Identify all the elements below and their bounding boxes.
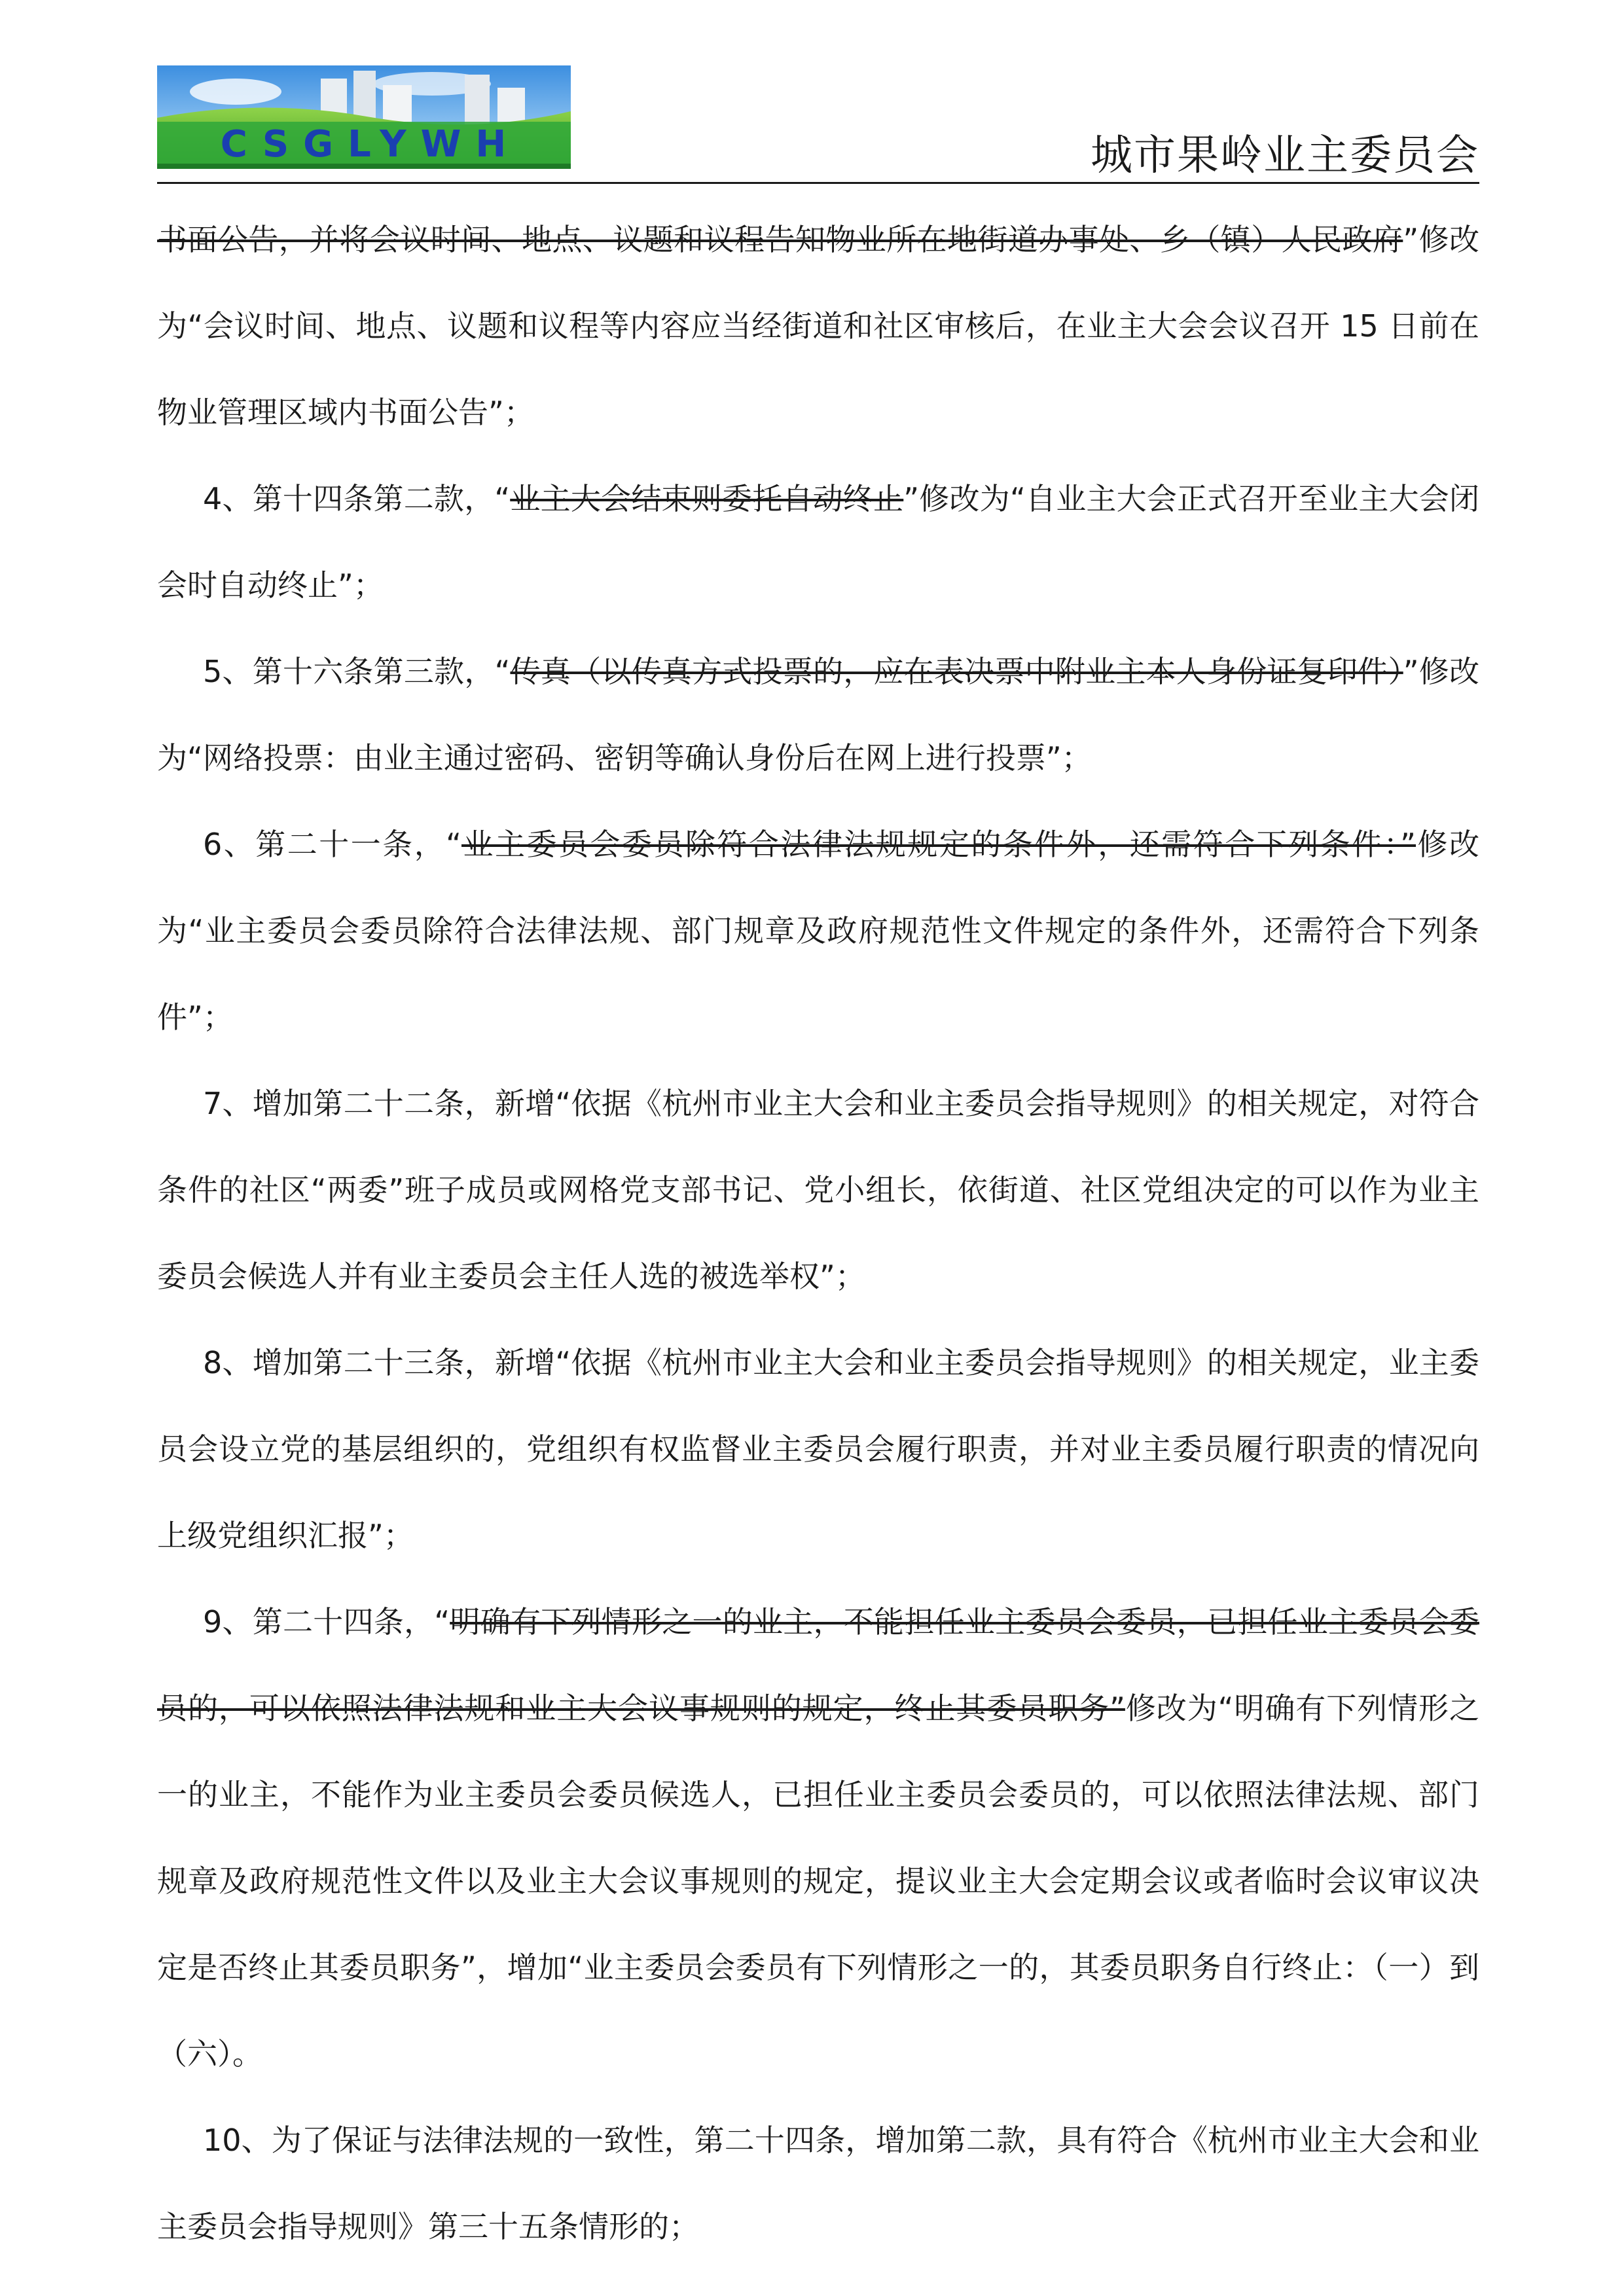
- logo-text: CSGLYWH: [220, 122, 521, 166]
- paragraph-text: 修改为“明确有下列情形之一的业主，不能作为业主委员会委员候选人，已担任业主委员会委员的，可以依照法律法规、部门规章及政府规范性文件以及业主大会议事规则的规定，提议业主大会定期会议或者临时会议审议决定是否终止其委员职务”，增加“业主委员会委员有下列情形之一的，其委员职务自行终止：（一）到（六）。: [157, 1691, 1479, 2072]
- paragraph-text: 6、第二十一条，“: [203, 827, 462, 862]
- paragraph-p8: [157, 1319, 1479, 1579]
- paragraph-p_cont: [157, 196, 1479, 456]
- paragraph-text: 修改为“业主委员会委员除符合法律法规、部门规章及政府规范性文件规定的条件外，还需符合下列条件”；: [157, 827, 1479, 1035]
- paragraph-text: 10、为了保证与法律法规的一致性，第二十四条，增加第二款，具有符合《杭州市业主大会和业主委员会指导规则》第三十五条情形的；: [157, 2123, 1479, 2244]
- paragraph-text: 4、第十四条第二款，“: [203, 481, 511, 516]
- organization-name: 城市果岭业主委员会: [1091, 132, 1479, 180]
- document-body: [157, 196, 1479, 2270]
- paragraph-text: 7、增加第二十二条，新增“依据《杭州市业主大会和业主委员会指导规则》的相关规定，对符合条件的社区“两委”班子成员或网格党支部书记、党小组长，依街道、社区党组决定的可以作为业主委员会候选人并有业主委员会主任人选的被选举权”；: [157, 1086, 1479, 1294]
- deleted-text: 业主委员会委员除符合法律法规规定的条件外，还需符合下列条件：”: [461, 827, 1416, 862]
- paragraph-p5: [157, 628, 1479, 801]
- header-divider: [157, 182, 1479, 184]
- paragraph-text: ”修改为“会议时间、地点、议题和议程等内容应当经街道和社区审核后，在业主大会会议召开 15 日前在物业管理区域内书面公告”；: [157, 222, 1479, 430]
- paragraph-p9: [157, 1579, 1479, 2097]
- paragraph-p7: [157, 1060, 1479, 1319]
- paragraph-text: ”修改为“网络投票：由业主通过密码、密钥等确认身份后在网上进行投票”；: [157, 654, 1479, 776]
- paragraph-text: 9、第二十四条，“: [203, 1604, 450, 1640]
- deleted-text: 传真（以传真方式投票的，应在表决票中附业主本人身份证复印件）: [510, 654, 1403, 689]
- paragraph-p6: [157, 801, 1479, 1060]
- paragraph-text: 5、第十六条第三款，“: [203, 654, 511, 689]
- deleted-text: 明确有下列情形之一的业主，不能担任业主委员会委员，已担任业主委员会委员的，可以依照法律法规和业主大会议事规则的规定，终止其委员职务”: [157, 1604, 1480, 1726]
- paragraph-text: ”修改为“自业主大会正式召开至业主大会闭会时自动终止”；: [157, 481, 1480, 603]
- deleted-text: 书面公告，并将会议时间、地点、议题和议程告知物业所在地街道办事处、乡（镇）人民政府: [157, 222, 1403, 257]
- paragraph-p4: [157, 456, 1479, 628]
- paragraph-p10: [157, 2097, 1479, 2270]
- paragraph-text: 8、增加第二十三条，新增“依据《杭州市业主大会和业主委员会指导规则》的相关规定，业主委员会设立党的基层组织的，党组织有权监督业主委员会履行职责，并对业主委员履行职责的情况向上级党组织汇报”；: [157, 1345, 1479, 1553]
- logo: [157, 65, 571, 169]
- deleted-text: 业主大会结束则委托自动终止: [510, 481, 904, 516]
- page-header: [157, 65, 1479, 183]
